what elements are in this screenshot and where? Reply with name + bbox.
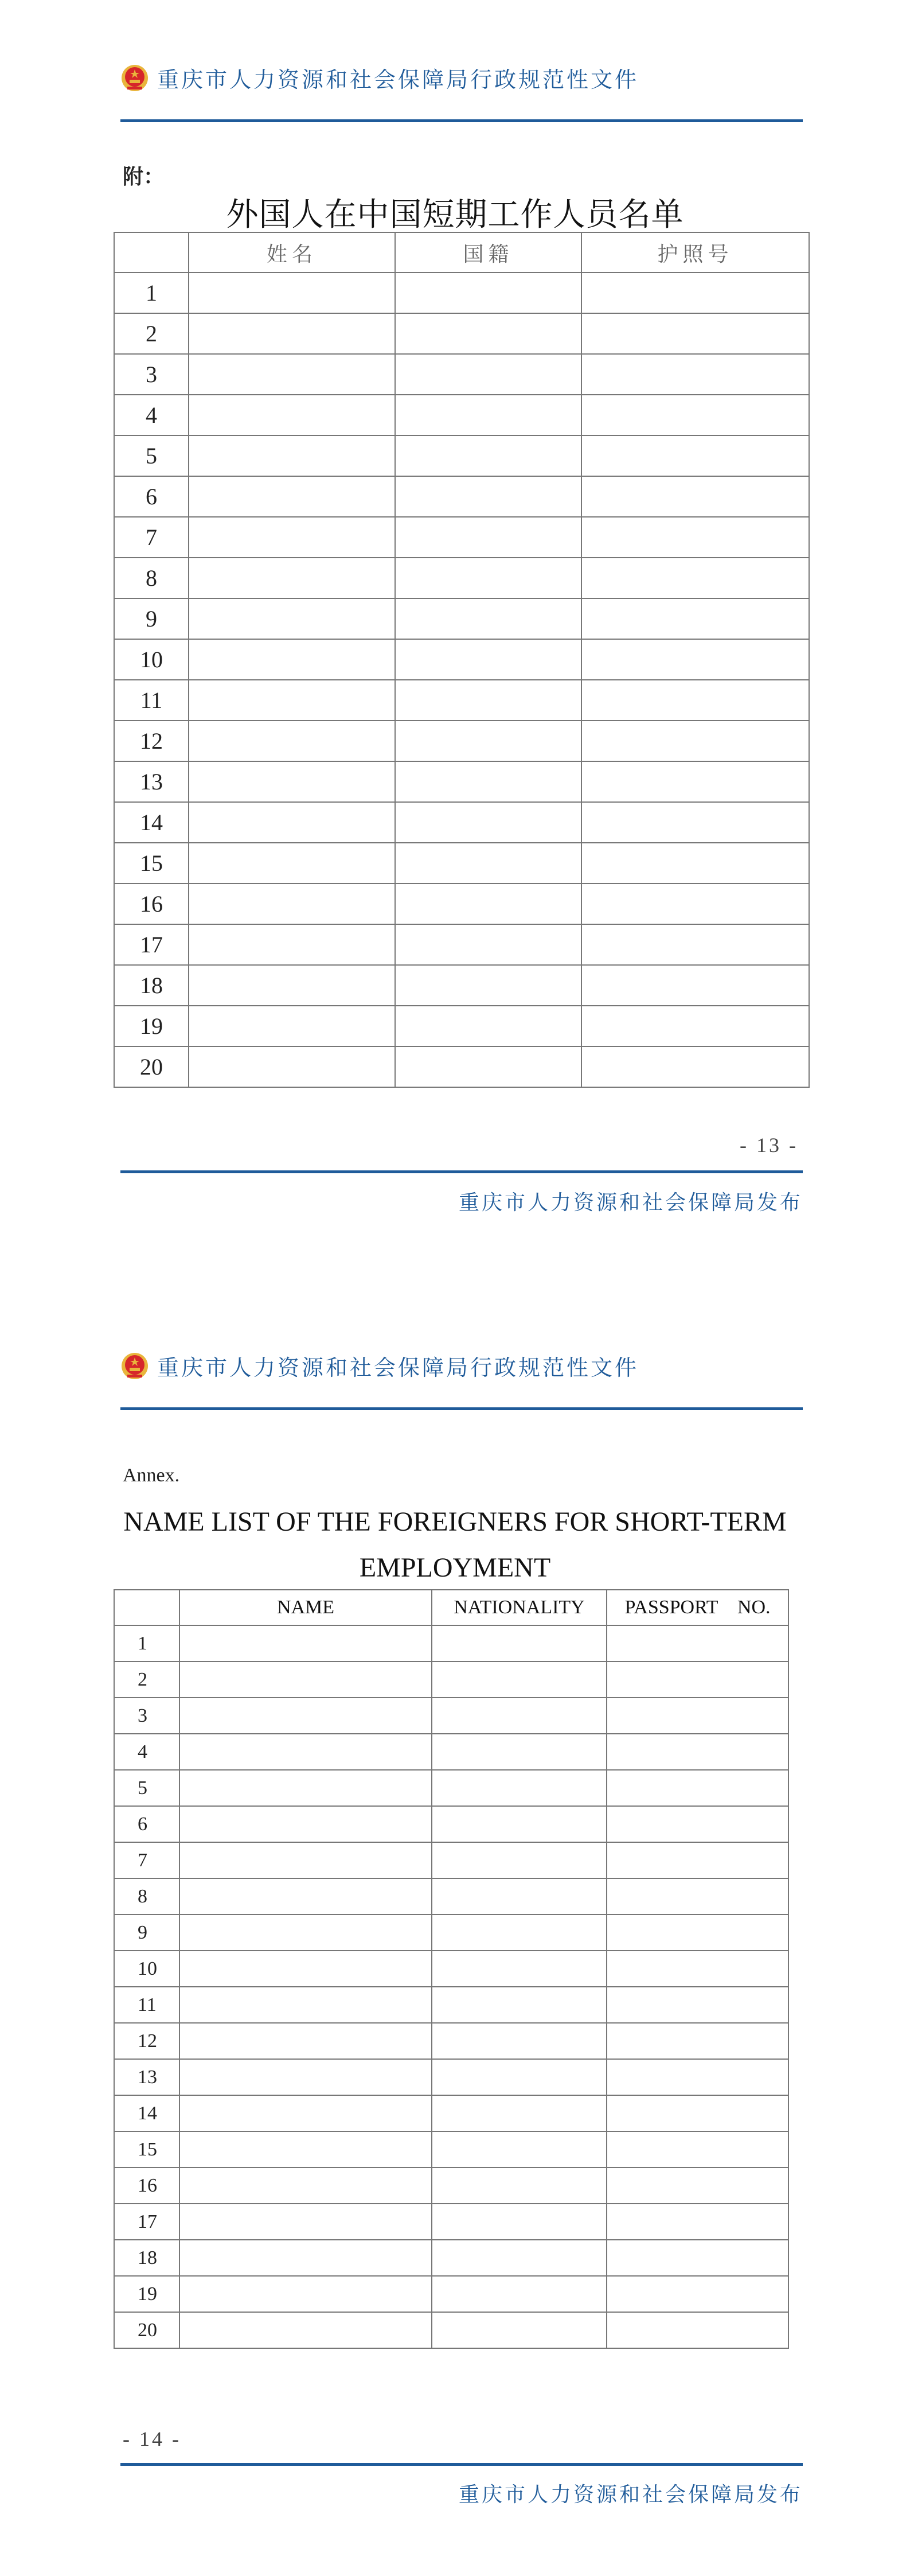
passport-cell: [607, 1734, 788, 1770]
name-cell: [189, 395, 395, 435]
row-number-cell: 15: [114, 843, 189, 884]
nationality-cell: [395, 1046, 581, 1087]
nationality-cell: [395, 721, 581, 761]
passport-cell: [581, 884, 809, 924]
row-number-cell: 16: [114, 2168, 179, 2204]
name-cell: [189, 1046, 395, 1087]
table-row: [114, 2204, 788, 2240]
header-title: 重庆市人力资源和社会保障局行政规范性文件: [157, 1355, 639, 1380]
row-number-cell: 9: [114, 1915, 179, 1951]
passport-cell: [607, 2131, 788, 2168]
footer-publisher: 重庆市人力资源和社会保障局发布: [459, 2483, 803, 2507]
passport-cell: [607, 1625, 788, 1661]
name-cell: [179, 2168, 432, 2204]
nationality-cell: [432, 1625, 607, 1661]
annex-label: 附：: [123, 165, 165, 189]
row-number-cell: 1: [114, 1625, 179, 1661]
passport-cell: [581, 924, 809, 965]
name-cell: [179, 1806, 432, 1842]
row-number-cell: 13: [114, 761, 189, 802]
name-cell: [179, 2276, 432, 2312]
nationality-cell: [395, 313, 581, 354]
nationality-cell: [395, 395, 581, 435]
row-number-cell: 7: [114, 517, 189, 558]
nationality-cell: [395, 435, 581, 476]
nationality-cell: [395, 884, 581, 924]
nationality-cell: [432, 1770, 607, 1806]
table-row: [114, 639, 809, 680]
table-row: [114, 598, 809, 639]
name-cell: [189, 313, 395, 354]
name-cell: [189, 558, 395, 598]
row-number-cell: 8: [114, 558, 189, 598]
passport-cell: [581, 761, 809, 802]
table-row: [114, 2131, 788, 2168]
name-cell: [189, 1006, 395, 1046]
table-row: [114, 1806, 788, 1842]
row-number-cell: 19: [114, 1006, 189, 1046]
passport-cell: [581, 1046, 809, 1087]
nationality-cell: [432, 2240, 607, 2276]
foreigner-roster-table-en: [114, 1589, 789, 2349]
name-cell: [189, 802, 395, 843]
name-cell: [189, 435, 395, 476]
name-cell: [179, 1770, 432, 1806]
name-cell: [179, 2204, 432, 2240]
row-number-cell: 5: [114, 1770, 179, 1806]
nationality-cell: [432, 1842, 607, 1878]
column-header-passport: 护照号: [581, 232, 809, 273]
nationality-cell: [432, 2312, 607, 2348]
row-number-cell: 3: [114, 1698, 179, 1734]
table-row: [114, 761, 809, 802]
table-row: [114, 476, 809, 517]
name-cell: [189, 843, 395, 884]
table-row: [114, 1915, 788, 1951]
document-title: 外国人在中国短期工作人员名单: [226, 196, 684, 234]
name-cell: [179, 2312, 432, 2348]
passport-cell: [581, 802, 809, 843]
table-row: [114, 2023, 788, 2059]
table-row: [114, 721, 809, 761]
column-header-passport: PASSPORT NO.: [607, 1590, 788, 1625]
table-row: [114, 2276, 788, 2312]
row-number-cell: 14: [114, 2095, 179, 2131]
table-row: [114, 1006, 809, 1046]
annex-label: Annex.: [123, 1465, 180, 1486]
passport-cell: [607, 2312, 788, 2348]
nationality-cell: [432, 1698, 607, 1734]
table-row: [114, 1878, 788, 1915]
name-cell: [179, 2023, 432, 2059]
nationality-cell: [432, 2204, 607, 2240]
row-number-cell: 18: [114, 965, 189, 1006]
table-row: [114, 680, 809, 721]
row-number-cell: 10: [114, 1951, 179, 1987]
nationality-cell: [395, 354, 581, 395]
header-title: 重庆市人力资源和社会保障局行政规范性文件: [157, 67, 639, 92]
row-number-cell: 6: [114, 1806, 179, 1842]
passport-cell: [581, 273, 809, 313]
passport-cell: [581, 721, 809, 761]
name-cell: [179, 1987, 432, 2023]
column-header-nationality: NATIONALITY: [432, 1590, 607, 1625]
row-number-cell: 8: [114, 1878, 179, 1915]
row-number-cell: 4: [114, 1734, 179, 1770]
row-number-cell: 16: [114, 884, 189, 924]
document-title: [0, 1499, 910, 1591]
page-number: - 13 -: [740, 1134, 798, 1157]
table-row: [114, 2240, 788, 2276]
footer-rule: [120, 2463, 803, 2466]
nationality-cell: [395, 476, 581, 517]
nationality-cell: [395, 639, 581, 680]
row-number-cell: 1: [114, 273, 189, 313]
table-row: [114, 2095, 788, 2131]
row-number-cell: 4: [114, 395, 189, 435]
table-row: [114, 2059, 788, 2095]
row-number-cell: 12: [114, 2023, 179, 2059]
nationality-cell: [432, 1951, 607, 1987]
name-cell: [179, 1734, 432, 1770]
name-cell: [179, 1915, 432, 1951]
passport-cell: [607, 1987, 788, 2023]
table-row: [114, 1987, 788, 2023]
name-cell: [189, 965, 395, 1006]
table-row: [114, 1661, 788, 1698]
footer-rule: [120, 1170, 803, 1173]
name-cell: [179, 2240, 432, 2276]
passport-cell: [607, 2204, 788, 2240]
table-row: [114, 558, 809, 598]
passport-cell: [607, 1770, 788, 1806]
name-cell: [179, 2059, 432, 2095]
passport-cell: [607, 1661, 788, 1698]
nationality-cell: [395, 761, 581, 802]
page-header: [120, 1350, 639, 1382]
row-number-cell: 6: [114, 476, 189, 517]
national-emblem-icon: [120, 64, 149, 92]
column-header-name: NAME: [179, 1590, 432, 1625]
page-14: [0, 1288, 910, 2576]
row-number-cell: 2: [114, 1661, 179, 1698]
row-number-cell: 14: [114, 802, 189, 843]
nationality-cell: [432, 2023, 607, 2059]
table-row: [114, 517, 809, 558]
row-number-cell: 10: [114, 639, 189, 680]
name-cell: [179, 1842, 432, 1878]
passport-cell: [607, 1915, 788, 1951]
table-row: [114, 965, 809, 1006]
table-row: [114, 2312, 788, 2348]
name-cell: [189, 273, 395, 313]
nationality-cell: [432, 2168, 607, 2204]
table-row: [114, 1734, 788, 1770]
nationality-cell: [432, 2059, 607, 2095]
table-row: [114, 2168, 788, 2204]
column-header-name: 姓名: [189, 232, 395, 273]
table-row: [114, 1625, 788, 1661]
nationality-cell: [432, 1806, 607, 1842]
name-cell: [189, 680, 395, 721]
row-number-cell: 7: [114, 1842, 179, 1878]
passport-cell: [581, 354, 809, 395]
name-cell: [179, 2131, 432, 2168]
nationality-cell: [432, 2276, 607, 2312]
name-cell: [189, 354, 395, 395]
row-number-cell: 11: [114, 1987, 179, 2023]
passport-cell: [581, 639, 809, 680]
passport-cell: [607, 1842, 788, 1878]
table-row: [114, 1046, 809, 1087]
name-cell: [179, 1625, 432, 1661]
row-number-cell: 15: [114, 2131, 179, 2168]
passport-cell: [607, 2095, 788, 2131]
passport-cell: [581, 843, 809, 884]
row-number-cell: 20: [114, 1046, 189, 1087]
name-cell: [189, 884, 395, 924]
nationality-cell: [395, 843, 581, 884]
column-header-number: [114, 1590, 179, 1625]
passport-cell: [581, 598, 809, 639]
name-cell: [179, 1661, 432, 1698]
passport-cell: [581, 476, 809, 517]
table-row: [114, 884, 809, 924]
nationality-cell: [395, 598, 581, 639]
passport-cell: [581, 313, 809, 354]
table-row: [114, 313, 809, 354]
document-title-line-2: EMPLOYMENT: [359, 1552, 551, 1583]
table-row: [114, 843, 809, 884]
header-rule: [120, 119, 803, 122]
row-number-cell: 12: [114, 721, 189, 761]
passport-cell: [607, 2059, 788, 2095]
nationality-cell: [432, 1915, 607, 1951]
passport-cell: [581, 517, 809, 558]
table-row: [114, 273, 809, 313]
nationality-cell: [432, 2095, 607, 2131]
name-cell: [179, 1951, 432, 1987]
name-cell: [179, 1878, 432, 1915]
passport-cell: [581, 965, 809, 1006]
table-row: [114, 1842, 788, 1878]
passport-cell: [581, 395, 809, 435]
name-cell: [179, 2095, 432, 2131]
row-number-cell: 3: [114, 354, 189, 395]
passport-cell: [581, 1006, 809, 1046]
nationality-cell: [395, 558, 581, 598]
name-cell: [189, 598, 395, 639]
document-title-line-1: NAME LIST OF THE FOREIGNERS FOR SHORT-TERM: [123, 1507, 787, 1537]
passport-cell: [607, 1878, 788, 1915]
passport-cell: [607, 2023, 788, 2059]
table-row: [114, 435, 809, 476]
row-number-cell: 9: [114, 598, 189, 639]
nationality-cell: [432, 1661, 607, 1698]
passport-cell: [607, 2240, 788, 2276]
footer-publisher: 重庆市人力资源和社会保障局发布: [459, 1191, 803, 1215]
nationality-cell: [395, 517, 581, 558]
page-header: [120, 62, 639, 94]
row-number-cell: 11: [114, 680, 189, 721]
row-number-cell: 20: [114, 2312, 179, 2348]
table-row: [114, 924, 809, 965]
table-row: [114, 395, 809, 435]
table-row: [114, 1770, 788, 1806]
passport-cell: [581, 558, 809, 598]
row-number-cell: 13: [114, 2059, 179, 2095]
passport-cell: [581, 680, 809, 721]
table-row: [114, 802, 809, 843]
passport-cell: [607, 1951, 788, 1987]
name-cell: [189, 721, 395, 761]
passport-cell: [581, 435, 809, 476]
nationality-cell: [432, 1878, 607, 1915]
name-cell: [179, 1698, 432, 1734]
row-number-cell: 19: [114, 2276, 179, 2312]
national-emblem-icon: [120, 1352, 149, 1380]
row-number-cell: 17: [114, 924, 189, 965]
nationality-cell: [432, 1734, 607, 1770]
name-cell: [189, 517, 395, 558]
table-row: [114, 1698, 788, 1734]
nationality-cell: [395, 273, 581, 313]
passport-cell: [607, 1806, 788, 1842]
column-header-number: [114, 232, 189, 273]
nationality-cell: [395, 802, 581, 843]
table-header-row: [114, 232, 809, 273]
nationality-cell: [432, 2131, 607, 2168]
name-cell: [189, 761, 395, 802]
passport-cell: [607, 1698, 788, 1734]
nationality-cell: [395, 1006, 581, 1046]
passport-cell: [607, 2276, 788, 2312]
nationality-cell: [432, 1987, 607, 2023]
table-header-row: [114, 1590, 788, 1625]
foreigner-roster-table-cn: [114, 232, 810, 1088]
row-number-cell: 2: [114, 313, 189, 354]
name-cell: [189, 476, 395, 517]
name-cell: [189, 924, 395, 965]
passport-cell: [607, 2168, 788, 2204]
nationality-cell: [395, 924, 581, 965]
name-cell: [189, 639, 395, 680]
row-number-cell: 17: [114, 2204, 179, 2240]
column-header-nationality: 国籍: [395, 232, 581, 273]
header-rule: [120, 1407, 803, 1410]
table-row: [114, 354, 809, 395]
row-number-cell: 18: [114, 2240, 179, 2276]
table-row: [114, 1951, 788, 1987]
nationality-cell: [395, 965, 581, 1006]
page-number: - 14 -: [123, 2427, 181, 2450]
row-number-cell: 5: [114, 435, 189, 476]
nationality-cell: [395, 680, 581, 721]
